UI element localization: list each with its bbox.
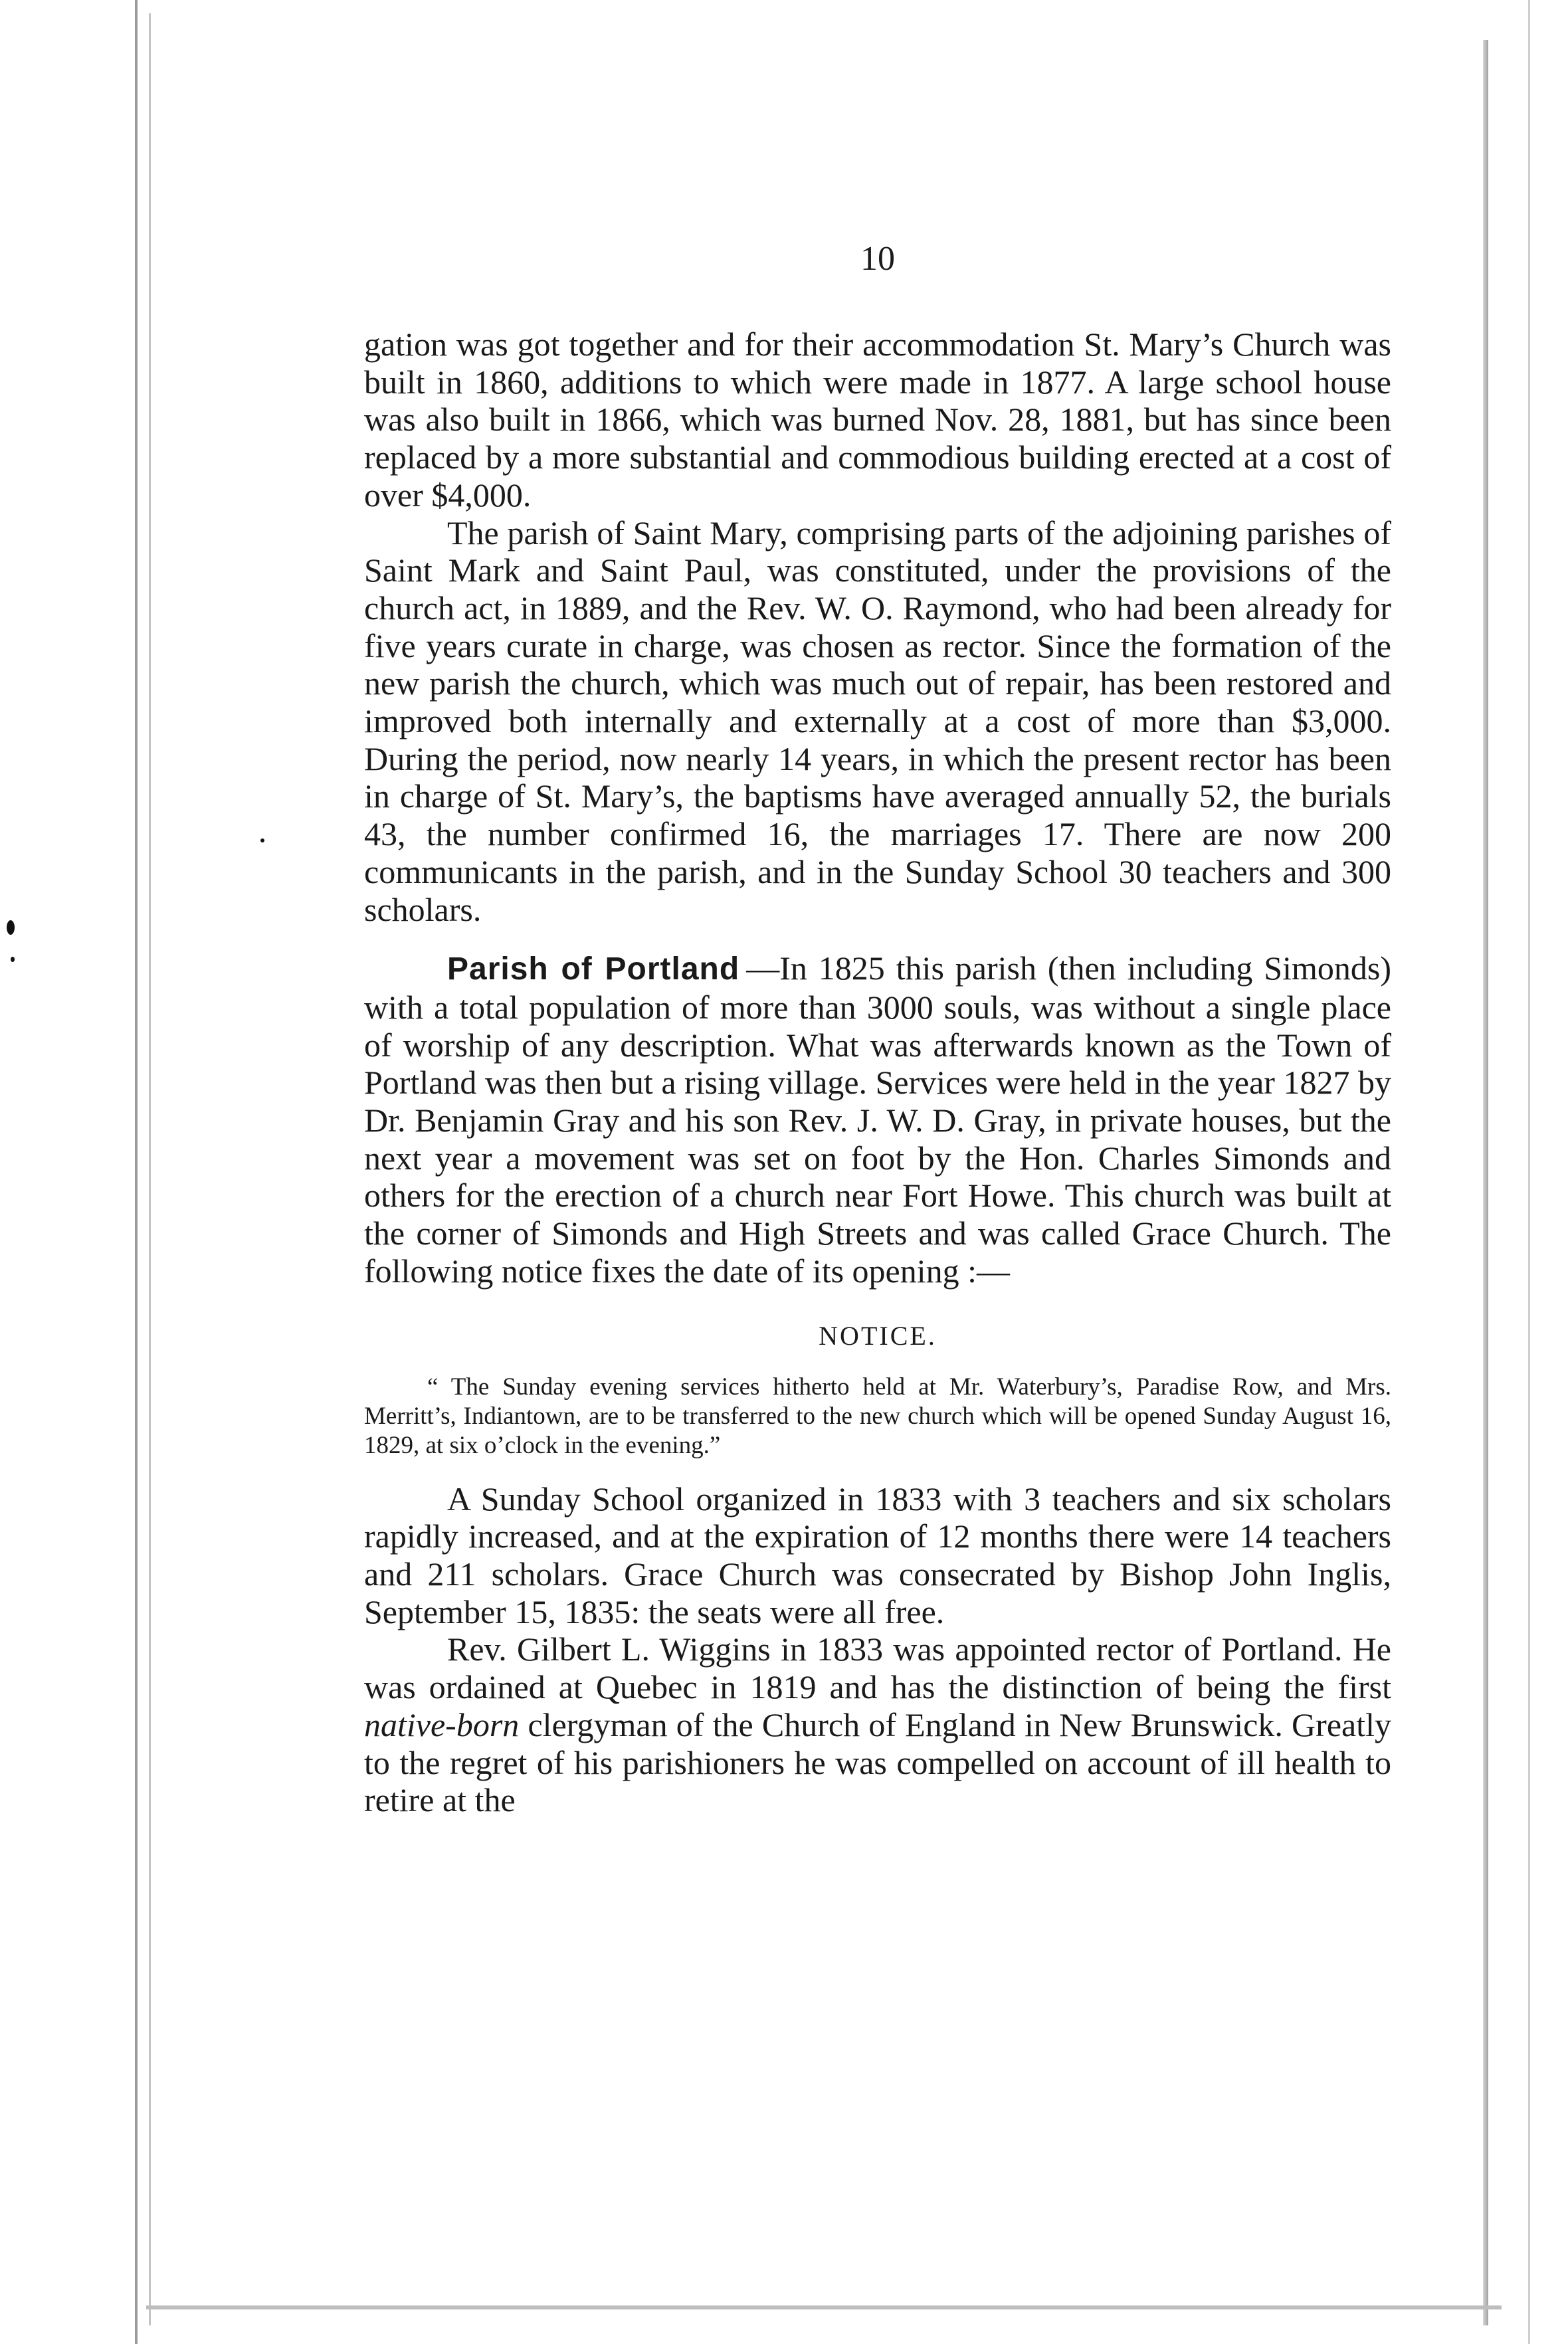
scan-margin-left: [0, 0, 143, 2344]
notice-quote: “ The Sunday evening services hitherto held at Mr. Waterbury’s, Paradise Row, and Mrs. Merritt’s, Indiantown, are to be transferred to the new church which will be opened Sunday August 16, 1829, at six o’clock in the evening.”: [364, 1373, 1391, 1459]
italic-native-born: native-born: [364, 1706, 520, 1743]
scan-edge-line-left: [135, 0, 138, 2344]
paragraph-wiggins-part-2: clergyman of the Church of England in New Brunswick. Greatly to the regret of his parishioners he was compelled on account of ill health to retire at the: [364, 1706, 1391, 1819]
paragraph-rev-gilbert-wiggins: [364, 1630, 1391, 1819]
scan-speck: [7, 920, 15, 935]
scan-speck: [260, 838, 264, 842]
paragraph-parish-of-saint-mary: The parish of Saint Mary, comprising parts of the adjoining parishes of Saint Mark and Saint Paul, was constituted, under the provisions of the church act, in 1889, and the Rev. W. O. Raymond, who had been already for five years curate in charge, was chosen as rector. Since the formation of the new parish the church, which was much out of repair, has been restored and improved both internally and externally at a cost of more than $3,000. During the period, now nearly 14 years, in which the present rector has been in charge of St. Mary’s, the baptisms have averaged annually 52, the burials 43, the number confirmed 16, the marriages 17. There are now 200 communicants in the parish, and in the Sunday School 30 teachers and 300 scholars.: [364, 514, 1391, 928]
paragraph-parish-of-portland: [364, 949, 1391, 1290]
paragraph-st-marys-church: gation was got together and for their accommodation St. Mary’s Church was built in 1860, additions to which were made in 1877. A large school house was also built in 1866, which was burned Nov. 28, 1881, but has since been replaced by a more substantial and commodious building erected at a cost of over $4,000.: [364, 326, 1391, 514]
paragraph-portland-body: —In 1825 this parish (then including Simonds) with a total population of more than 3000 souls, was without a single place of worship of any description. What was afterwards known as the Town of Portland was then but a rising village. Services were held in the year 1827 by Dr. Benjamin Gray and his son Rev. J. W. D. Gray, in private houses, but the next year a movement was set on foot by the Hon. Charles Simonds and others for the erection of a church near Fort Howe. This church was built at the corner of Simonds and High Streets and was called Grace Church. The following notice fixes the date of its opening :—: [364, 949, 1392, 1290]
scan-edge-line-left-inner: [149, 13, 151, 2325]
section-heading-parish-of-portland: Parish of Portland: [447, 951, 740, 987]
paragraph-wiggins-part-1: Rev. Gilbert L. Wiggins in 1833 was appointed rector of Portland. He was ordained at Quebec in 1819 and has the distinction of being the first: [364, 1630, 1391, 1706]
page-number: 10: [860, 240, 895, 278]
paragraph-sunday-school: A Sunday School organized in 1833 with 3 teachers and six scholars rapidly increased, and at the expiration of 12 months there were 14 teachers and 211 scholars. Grace Church was consecrated by Bishop John Inglis, September 15, 1835: the seats were all free.: [364, 1480, 1391, 1630]
scan-edge-line-right-outer: [1528, 0, 1530, 2344]
notice-title: NOTICE.: [819, 1320, 937, 1351]
scan-edge-line-right: [1483, 40, 1488, 2325]
scan-speck: [11, 957, 15, 962]
scan-edge-line-bottom: [146, 2305, 1502, 2309]
document-page: [364, 239, 1391, 1819]
